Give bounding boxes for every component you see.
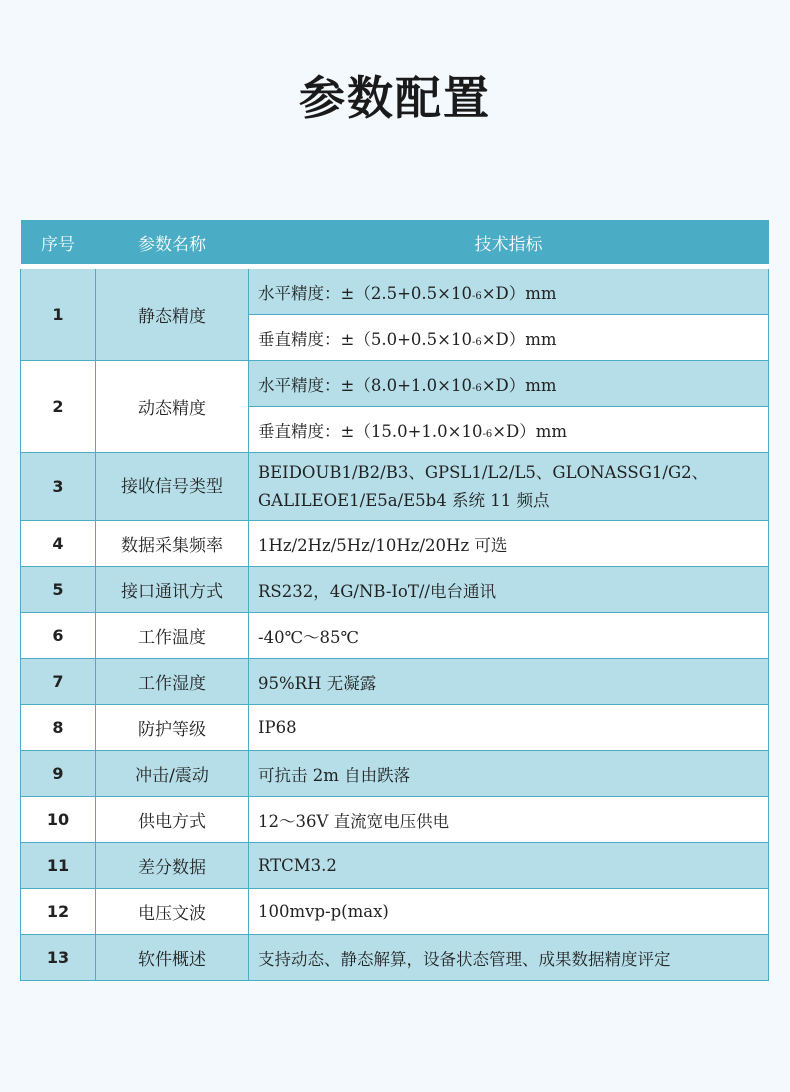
- param-value: 垂直精度：±（5.0+0.5×10-6×D）mm: [249, 315, 769, 361]
- param-name: 防护等级: [96, 705, 249, 751]
- table-row: [21, 659, 769, 705]
- param-value: 1Hz/2Hz/5Hz/10Hz/20Hz 可选: [249, 521, 769, 567]
- param-value: BEIDOUB1/B2/B3、GPSL1/L2/L5、GLONASSG1/G2、 GALILEOE1/E5a/E5b4 系统 11 频点: [249, 453, 769, 521]
- table-row: [21, 453, 769, 521]
- row-number: 5: [21, 567, 96, 613]
- table-row: [21, 797, 769, 843]
- table-row: [21, 361, 769, 407]
- row-number: 9: [21, 751, 96, 797]
- table-row: [21, 567, 769, 613]
- row-number: 12: [21, 889, 96, 935]
- table-row: [21, 843, 769, 889]
- table-row: [21, 705, 769, 751]
- param-name: 接收信号类型: [96, 453, 249, 521]
- param-value: 垂直精度：±（15.0+1.0×10-6×D）mm: [249, 407, 769, 453]
- param-value: IP68: [249, 705, 769, 751]
- param-name: 工作温度: [96, 613, 249, 659]
- param-name: 接口通讯方式: [96, 567, 249, 613]
- row-number: 8: [21, 705, 96, 751]
- param-name: 电压文波: [96, 889, 249, 935]
- param-name: 冲击/震动: [96, 751, 249, 797]
- row-number: 13: [21, 935, 96, 981]
- table-row: [21, 267, 769, 315]
- row-number: 1: [21, 267, 96, 361]
- param-name: 工作湿度: [96, 659, 249, 705]
- table-row: [21, 613, 769, 659]
- param-name: 静态精度: [96, 267, 249, 361]
- param-value: -40℃～85℃: [249, 613, 769, 659]
- row-number: 7: [21, 659, 96, 705]
- param-name: 差分数据: [96, 843, 249, 889]
- table-row: [21, 889, 769, 935]
- param-name: 软件概述: [96, 935, 249, 981]
- param-name: 动态精度: [96, 361, 249, 453]
- param-value: 水平精度：±（8.0+1.0×10-6×D）mm: [249, 361, 769, 407]
- param-value: 可抗击 2m 自由跌落: [249, 751, 769, 797]
- header-no: 序号: [21, 220, 96, 267]
- param-value: 水平精度：±（2.5+0.5×10-6×D）mm: [249, 267, 769, 315]
- param-value: RTCM3.2: [249, 843, 769, 889]
- param-value: 100mvp-p(max): [249, 889, 769, 935]
- param-name: 供电方式: [96, 797, 249, 843]
- row-number: 2: [21, 361, 96, 453]
- table-header: [21, 220, 769, 267]
- param-value: 12～36V 直流宽电压供电: [249, 797, 769, 843]
- param-value: RS232，4G/NB-IoT//电台通讯: [249, 567, 769, 613]
- table-row: [21, 935, 769, 981]
- header-name: 参数名称: [96, 220, 249, 267]
- param-value: 支持动态、静态解算，设备状态管理、成果数据精度评定: [249, 935, 769, 981]
- table-row: [21, 751, 769, 797]
- param-value: 95%RH 无凝露: [249, 659, 769, 705]
- table-row: [21, 521, 769, 567]
- param-name: 数据采集频率: [96, 521, 249, 567]
- header-value: 技术指标: [249, 220, 769, 267]
- row-number: 4: [21, 521, 96, 567]
- row-number: 10: [21, 797, 96, 843]
- spec-table: [20, 220, 769, 981]
- row-number: 11: [21, 843, 96, 889]
- page-title: 参数配置: [299, 71, 491, 125]
- row-number: 3: [21, 453, 96, 521]
- row-number: 6: [21, 613, 96, 659]
